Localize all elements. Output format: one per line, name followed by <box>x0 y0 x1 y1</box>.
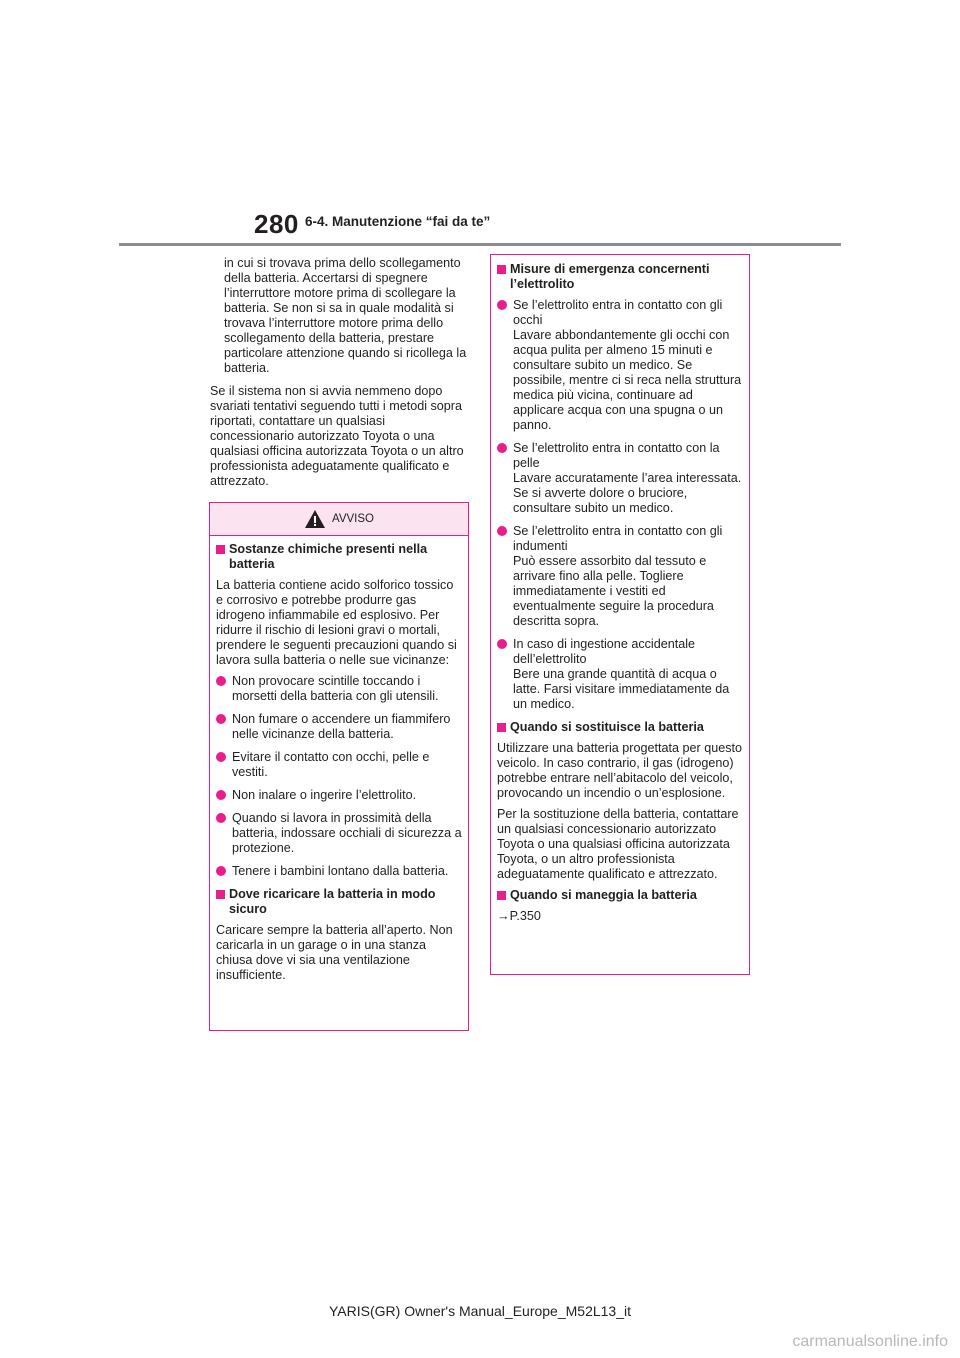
circle-bullet-icon <box>497 443 507 453</box>
heading-text: Misure di emergenza concernenti l’elettrolito <box>510 262 710 291</box>
heading-text: Dove ricaricare la batteria in modo sicuro <box>229 887 436 916</box>
section-text: Utilizzare una batteria progettata per questo veicolo. In caso contrario, il gas (idrogeno) potrebbe entrare nell’abitacolo del veicolo, provocando un incendio o un’esplosione. <box>497 741 743 800</box>
list-item-text: Evitare il contatto con occhi, pelle e vestiti. <box>232 750 430 779</box>
heading-text: Quando si sostituisce la batteria <box>510 720 704 734</box>
square-bullet-icon <box>497 265 506 274</box>
list-item-text: Bere una grande quantità di acqua o latte. Farsi visitare immediatamente da un medico. <box>513 667 730 711</box>
circle-bullet-icon <box>216 714 226 724</box>
warning-triangle-icon <box>304 509 326 529</box>
circle-bullet-icon <box>216 866 226 876</box>
page-header <box>0 0 960 250</box>
square-bullet-icon <box>216 890 225 899</box>
circle-bullet-icon <box>216 752 226 762</box>
list-item-text: Può essere assorbito dal tessuto e arrivare fino alla pelle. Togliere immediatamente i vestiti ed eventualmente seguire la procedura descritta sopra. <box>513 554 714 628</box>
square-bullet-icon <box>497 723 506 732</box>
circle-bullet-icon <box>216 676 226 686</box>
page-reference-link[interactable]: →P.350 <box>497 909 541 923</box>
warning-header <box>210 503 468 536</box>
list-item <box>497 441 743 516</box>
circle-bullet-icon <box>216 790 226 800</box>
list-item-title: In caso di ingestione accidentale dell’elettrolito <box>513 637 696 666</box>
section-text: La batteria contiene acido solforico tossico e corrosivo e potrebbe produrre gas idrogeno infiammabile ed esplosivo. Per ridurre il rischio di lesioni gravi o mortali, prendere le seguenti precauzioni quando si lavora sulla batteria o nelle sue vicinanze: <box>216 578 457 667</box>
list-item-text: Non inalare o ingerire l’elettrolito. <box>232 788 417 802</box>
list-item <box>216 864 462 879</box>
section-heading <box>497 888 743 903</box>
list-item-text: Quando si lavora in prossimità della batteria, indossare occhiali di sicurezza a protezione. <box>232 811 462 855</box>
list-item <box>216 750 462 780</box>
list-item <box>497 298 743 433</box>
list-item <box>497 524 743 629</box>
body-paragraph: Se il sistema non si avvia nemmeno dopo svariati tentativi seguendo tutti i metodi sopra riportati, contattare un qualsiasi concessionario autorizzato Toyota o una qualsiasi officina autorizzata Toyota o un altro professionista adeguatamente qualificato e attrezzato. <box>210 384 464 488</box>
list-item <box>497 637 743 712</box>
indented-text: in cui si trovava prima dello scollegamento della batteria. Accertarsi di spegnere l’interruttore motore prima di scollegare la batteria. Se non si sa in quale modalità si trovava l’interruttore motore prima dello scollegamento della batteria, prestare particolare attenzione quando si ricollega la batteria. <box>224 256 467 375</box>
section-heading <box>216 887 462 917</box>
circle-bullet-icon <box>497 300 507 310</box>
list-item <box>216 674 462 704</box>
section-heading <box>216 542 462 572</box>
section-title: 6-4. Manutenzione “fai da te” <box>305 214 491 229</box>
header-rule <box>119 243 841 246</box>
list-item-text: Non provocare scintille toccando i morsetti della batteria con gli utensili. <box>232 674 439 703</box>
list-item <box>216 811 462 856</box>
list-item-text: Tenere i bambini lontano dalla batteria. <box>232 864 449 878</box>
emergency-box <box>490 254 750 975</box>
warning-title: AVVISO <box>332 512 374 525</box>
page-number: 280 <box>254 209 299 239</box>
section-heading <box>497 720 743 735</box>
left-column <box>210 256 472 497</box>
warning-box <box>209 502 469 1031</box>
section-heading <box>497 262 743 292</box>
circle-bullet-icon <box>216 813 226 823</box>
list-item-title: Se l’elettrolito entra in contatto con gli occhi <box>513 298 723 327</box>
list-item <box>216 788 462 803</box>
section-text: Caricare sempre la batteria all’aperto. Non caricarla in un garage o in una stanza chiusa dove vi sia una ventilazione insufficiente. <box>216 923 453 982</box>
square-bullet-icon <box>216 545 225 554</box>
list-item-title: Se l’elettrolito entra in contatto con gli indumenti <box>513 524 723 553</box>
list-item <box>216 712 462 742</box>
square-bullet-icon <box>497 891 506 900</box>
emergency-body <box>491 255 749 934</box>
list-item-text: Lavare abbondantemente gli occhi con acqua pulita per almeno 15 minuti e consultare subito un medico. Se possibile, mentre ci si reca nella struttura medica più vicina, continuare ad applicare acqua con una spugna o un panno. <box>513 328 742 432</box>
circle-bullet-icon <box>497 526 507 536</box>
list-item-text: Lavare accuratamente l’area interessata. Se si avverte dolore o bruciore, consultare subito un medico. <box>513 471 742 515</box>
warning-body <box>210 536 468 993</box>
section-text: Per la sostituzione della batteria, contattare un qualsiasi concessionario autorizzato Toyota o una qualsiasi officina autorizzata Toyota, o un altro professionista adeguatamente qualificato e attrezzato. <box>497 807 739 881</box>
heading-text: Quando si maneggia la batteria <box>510 888 697 902</box>
footer-text: YARIS(GR) Owner's Manual_Europe_M52L13_it <box>329 1303 631 1319</box>
heading-text: Sostanze chimiche presenti nella batteria <box>229 542 428 571</box>
watermark: carmanualsonline.info <box>792 1333 948 1350</box>
circle-bullet-icon <box>497 639 507 649</box>
list-item-text: Non fumare o accendere un fiammifero nelle vicinanze della batteria. <box>232 712 451 741</box>
list-item-title: Se l’elettrolito entra in contatto con la pelle <box>513 441 720 470</box>
